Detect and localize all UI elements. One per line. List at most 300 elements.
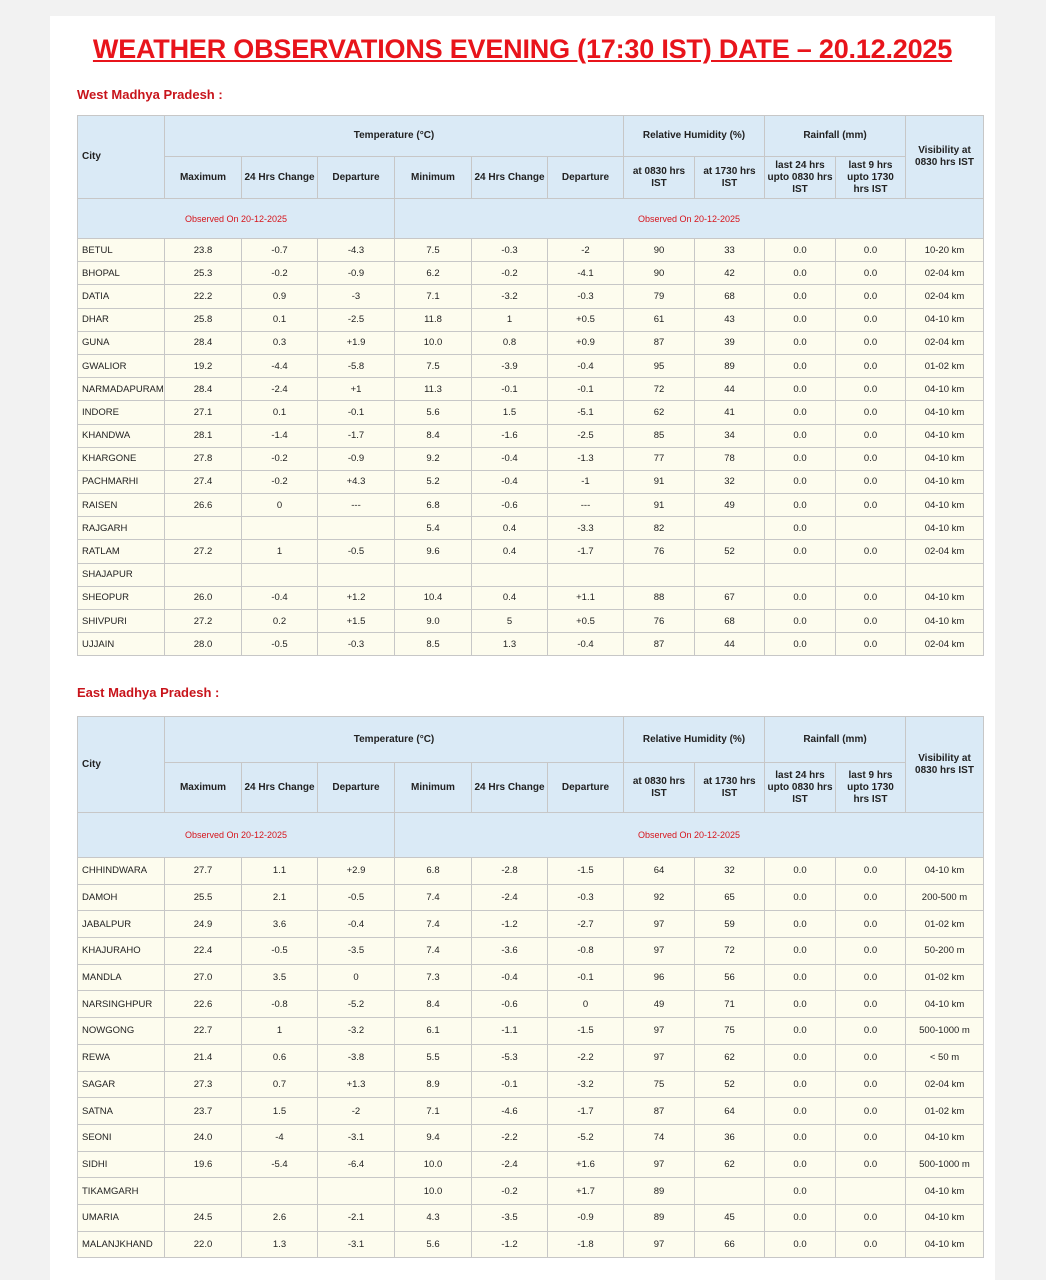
max-temp-cell: 27.1 [165, 401, 242, 424]
max-temp-cell: 28.0 [165, 633, 242, 656]
observed-date-note: Observed On 20-12-2025 [78, 813, 395, 858]
visibility-cell: 02-04 km [906, 262, 984, 285]
max-change-cell: -4.4 [242, 354, 318, 377]
min-departure-cell: -0.4 [548, 354, 624, 377]
rh-0830-cell: 82 [624, 517, 695, 540]
rain-9h-cell: 0.0 [836, 858, 906, 885]
min-change-cell: -2.4 [472, 884, 548, 911]
min-departure-cell: -4.1 [548, 262, 624, 285]
min-departure-cell: +0.5 [548, 308, 624, 331]
rh-1730-header: at 1730 hrs IST [695, 157, 765, 199]
max-change-cell [242, 563, 318, 586]
min-departure-cell: -1.7 [548, 540, 624, 563]
rh-1730-cell: 71 [695, 991, 765, 1018]
min-temp-cell: 10.0 [395, 1178, 472, 1205]
min-change-cell: 0.4 [472, 540, 548, 563]
rh-0830-cell: 88 [624, 586, 695, 609]
min-change-cell: 0.4 [472, 586, 548, 609]
city-cell: KHANDWA [78, 424, 165, 447]
rain-9h-cell: 0.0 [836, 540, 906, 563]
visibility-cell: 02-04 km [906, 540, 984, 563]
rain-9h-cell: 0.0 [836, 262, 906, 285]
visibility-cell: 10-20 km [906, 239, 984, 262]
rain-9h-cell: 0.0 [836, 470, 906, 493]
max-temp-cell: 22.6 [165, 991, 242, 1018]
min-departure-cell: -0.9 [548, 1204, 624, 1231]
max-change-header: 24 Hrs Change [242, 157, 318, 199]
visibility-cell: 04-10 km [906, 378, 984, 401]
rain-24h-cell: 0.0 [765, 494, 836, 517]
visibility-cell: 04-10 km [906, 586, 984, 609]
rain-24h-cell: 0.0 [765, 1231, 836, 1258]
min-temp-cell: 10.0 [395, 331, 472, 354]
visibility-cell: 04-10 km [906, 858, 984, 885]
max-temp-cell: 28.4 [165, 331, 242, 354]
table-row [78, 884, 984, 911]
max-temp-cell: 27.2 [165, 610, 242, 633]
rain-9h-cell: 0.0 [836, 308, 906, 331]
min-departure-cell: -1.3 [548, 447, 624, 470]
rain-9h-cell: 0.0 [836, 285, 906, 308]
max-change-cell: -0.8 [242, 991, 318, 1018]
rh-1730-cell: 62 [695, 1044, 765, 1071]
min-change-cell: 1 [472, 308, 548, 331]
city-cell: JABALPUR [78, 911, 165, 938]
city-cell: SAGAR [78, 1071, 165, 1098]
rain-9h-cell: 0.0 [836, 1044, 906, 1071]
max-temp-cell: 21.4 [165, 1044, 242, 1071]
rain-24h-cell: 0.0 [765, 964, 836, 991]
min-departure-cell: +1.6 [548, 1151, 624, 1178]
visibility-cell: 02-04 km [906, 285, 984, 308]
min-change-cell: -0.3 [472, 239, 548, 262]
rh-1730-cell: 34 [695, 424, 765, 447]
rain-9h-cell: 0.0 [836, 964, 906, 991]
city-cell: PACHMARHI [78, 470, 165, 493]
max-departure-cell [318, 1178, 395, 1205]
visibility-cell: 01-02 km [906, 1098, 984, 1125]
rain-24h-cell: 0.0 [765, 911, 836, 938]
min-temp-cell: 11.3 [395, 378, 472, 401]
min-temp-cell: 7.1 [395, 1098, 472, 1125]
rainfall-header: Rainfall (mm) [765, 717, 906, 763]
max-temp-cell: 24.9 [165, 911, 242, 938]
max-departure-cell: +1.3 [318, 1071, 395, 1098]
max-departure-header: Departure [318, 157, 395, 199]
table-row [78, 911, 984, 938]
max-change-cell: -4 [242, 1124, 318, 1151]
rain-9h-cell: 0.0 [836, 1098, 906, 1125]
rain-9h-cell: 0.0 [836, 401, 906, 424]
min-departure-header: Departure [548, 157, 624, 199]
table-row [78, 938, 984, 965]
min-change-cell: -0.1 [472, 378, 548, 401]
rh-1730-cell: 64 [695, 1098, 765, 1125]
visibility-header: Visibility at 0830 hrs IST [906, 116, 984, 199]
rh-1730-cell: 45 [695, 1204, 765, 1231]
max-change-cell: 0.7 [242, 1071, 318, 1098]
rain-24h-cell: 0.0 [765, 1204, 836, 1231]
min-change-cell: 0.8 [472, 331, 548, 354]
table-row [78, 1204, 984, 1231]
max-change-cell: -0.7 [242, 239, 318, 262]
city-cell: RAJGARH [78, 517, 165, 540]
rh-0830-cell: 89 [624, 1178, 695, 1205]
rh-1730-cell: 68 [695, 285, 765, 308]
min-departure-cell: -3.2 [548, 1071, 624, 1098]
rh-1730-cell: 44 [695, 633, 765, 656]
table-row [78, 1018, 984, 1045]
min-temp-cell: 5.4 [395, 517, 472, 540]
min-departure-cell: -0.3 [548, 285, 624, 308]
visibility-cell: 04-10 km [906, 1231, 984, 1258]
min-change-cell: -0.4 [472, 470, 548, 493]
min-temp-cell: 7.3 [395, 964, 472, 991]
max-temp-cell: 27.4 [165, 470, 242, 493]
min-change-cell: -0.1 [472, 1071, 548, 1098]
max-temp-cell: 26.6 [165, 494, 242, 517]
rh-0830-cell: 77 [624, 447, 695, 470]
table-row [78, 424, 984, 447]
min-departure-cell: +1.1 [548, 586, 624, 609]
rh-0830-cell: 97 [624, 938, 695, 965]
min-departure-cell [548, 563, 624, 586]
city-cell: UMARIA [78, 1204, 165, 1231]
max-temp-cell: 22.2 [165, 285, 242, 308]
rh-1730-cell: 52 [695, 540, 765, 563]
rh-1730-cell: 78 [695, 447, 765, 470]
rain-9h-cell: 0.0 [836, 331, 906, 354]
rh-0830-cell: 76 [624, 610, 695, 633]
min-departure-cell: -0.8 [548, 938, 624, 965]
min-temp-cell: 7.5 [395, 354, 472, 377]
table-row [78, 633, 984, 656]
min-departure-cell: -0.1 [548, 378, 624, 401]
table-row [78, 540, 984, 563]
max-change-cell: -5.4 [242, 1151, 318, 1178]
max-departure-cell: 0 [318, 964, 395, 991]
rh-1730-cell [695, 563, 765, 586]
table-row [78, 563, 984, 586]
max-change-cell: 0.1 [242, 308, 318, 331]
rain-24h-header: last 24 hrs upto 0830 hrs IST [765, 763, 836, 813]
west-section-title: West Madhya Pradesh : [77, 87, 223, 102]
rh-0830-cell: 75 [624, 1071, 695, 1098]
max-temp-cell: 24.0 [165, 1124, 242, 1151]
rh-0830-cell: 96 [624, 964, 695, 991]
table-row [78, 964, 984, 991]
visibility-cell: 04-10 km [906, 401, 984, 424]
city-cell: KHAJURAHO [78, 938, 165, 965]
rain-24h-cell: 0.0 [765, 938, 836, 965]
max-temp-cell: 27.2 [165, 540, 242, 563]
rain-24h-cell: 0.0 [765, 401, 836, 424]
max-temp-cell [165, 1178, 242, 1205]
max-change-cell: 1.1 [242, 858, 318, 885]
rh-1730-cell: 52 [695, 1071, 765, 1098]
table-row [78, 285, 984, 308]
max-temp-cell: 19.6 [165, 1151, 242, 1178]
visibility-cell: 01-02 km [906, 911, 984, 938]
min-change-cell: -0.2 [472, 1178, 548, 1205]
max-change-cell: 0 [242, 494, 318, 517]
min-departure-cell: -5.1 [548, 401, 624, 424]
rain-24h-cell: 0.0 [765, 285, 836, 308]
max-departure-cell [318, 517, 395, 540]
max-departure-cell: -0.9 [318, 262, 395, 285]
rain-24h-cell: 0.0 [765, 1071, 836, 1098]
max-change-cell: 1.5 [242, 1098, 318, 1125]
west-weather-table [77, 115, 984, 656]
temperature-header: Temperature (°C) [165, 116, 624, 157]
max-departure-cell: -3 [318, 285, 395, 308]
rh-1730-cell: 36 [695, 1124, 765, 1151]
min-temp-cell [395, 563, 472, 586]
max-change-cell: -0.4 [242, 586, 318, 609]
visibility-cell: 04-10 km [906, 470, 984, 493]
min-departure-cell: -2.5 [548, 424, 624, 447]
min-temp-cell: 7.4 [395, 884, 472, 911]
visibility-cell: 04-10 km [906, 1204, 984, 1231]
min-temp-cell: 4.3 [395, 1204, 472, 1231]
rh-1730-cell: 41 [695, 401, 765, 424]
visibility-cell: < 50 m [906, 1044, 984, 1071]
min-departure-cell: --- [548, 494, 624, 517]
max-departure-cell: +2.9 [318, 858, 395, 885]
page-title: WEATHER OBSERVATIONS EVENING (17:30 IST) DATE – 20.12.2025 [92, 34, 953, 64]
max-temp-cell: 22.7 [165, 1018, 242, 1045]
min-change-header: 24 Hrs Change [472, 763, 548, 813]
visibility-cell: 01-02 km [906, 354, 984, 377]
min-change-cell: -0.2 [472, 262, 548, 285]
rh-1730-cell: 43 [695, 308, 765, 331]
rh-1730-cell: 56 [695, 964, 765, 991]
min-change-cell: -1.2 [472, 911, 548, 938]
max-temp-cell: 28.1 [165, 424, 242, 447]
minimum-header: Minimum [395, 157, 472, 199]
rh-0830-cell: 91 [624, 470, 695, 493]
rh-1730-cell: 32 [695, 470, 765, 493]
table-row [78, 991, 984, 1018]
max-temp-cell: 28.4 [165, 378, 242, 401]
visibility-cell: 04-10 km [906, 1124, 984, 1151]
table-row [78, 1231, 984, 1258]
rh-1730-cell: 89 [695, 354, 765, 377]
min-change-cell: -2.4 [472, 1151, 548, 1178]
max-change-cell: 3.6 [242, 911, 318, 938]
table-row [78, 1071, 984, 1098]
min-departure-cell: +0.9 [548, 331, 624, 354]
rain-24h-cell: 0.0 [765, 447, 836, 470]
max-temp-cell: 19.2 [165, 354, 242, 377]
city-cell: DATIA [78, 285, 165, 308]
min-temp-cell: 5.6 [395, 401, 472, 424]
visibility-cell: 500-1000 m [906, 1151, 984, 1178]
rh-0830-cell: 72 [624, 378, 695, 401]
visibility-cell: 04-10 km [906, 517, 984, 540]
max-departure-cell: -5.2 [318, 991, 395, 1018]
min-departure-cell: -2.2 [548, 1044, 624, 1071]
east-section-title: East Madhya Pradesh : [77, 685, 220, 700]
min-change-cell: -0.4 [472, 447, 548, 470]
min-temp-cell: 11.8 [395, 308, 472, 331]
rain-24h-cell: 0.0 [765, 239, 836, 262]
observed-date-note: Observed On 20-12-2025 [395, 813, 984, 858]
min-change-cell: -0.6 [472, 494, 548, 517]
max-departure-cell: --- [318, 494, 395, 517]
min-change-cell: -2.2 [472, 1124, 548, 1151]
min-departure-cell: -2 [548, 239, 624, 262]
max-departure-cell: -0.9 [318, 447, 395, 470]
rain-9h-cell [836, 1178, 906, 1205]
rain-24h-cell: 0.0 [765, 331, 836, 354]
rh-0830-header: at 0830 hrs IST [624, 157, 695, 199]
max-change-cell: 2.6 [242, 1204, 318, 1231]
max-departure-cell: -3.2 [318, 1018, 395, 1045]
min-temp-cell: 6.1 [395, 1018, 472, 1045]
table-row [78, 470, 984, 493]
rh-1730-cell: 65 [695, 884, 765, 911]
min-temp-cell: 5.2 [395, 470, 472, 493]
rh-1730-cell: 68 [695, 610, 765, 633]
max-temp-cell: 23.8 [165, 239, 242, 262]
rh-0830-cell: 79 [624, 285, 695, 308]
min-departure-cell: -1 [548, 470, 624, 493]
rain-24h-cell: 0.0 [765, 517, 836, 540]
table-row [78, 1151, 984, 1178]
rain-9h-cell: 0.0 [836, 1204, 906, 1231]
max-departure-cell: -2 [318, 1098, 395, 1125]
rh-0830-cell: 97 [624, 911, 695, 938]
min-change-cell: -2.8 [472, 858, 548, 885]
max-departure-cell: -3.1 [318, 1231, 395, 1258]
table-row [78, 858, 984, 885]
min-change-cell: 5 [472, 610, 548, 633]
rh-1730-cell: 59 [695, 911, 765, 938]
min-departure-cell: -3.3 [548, 517, 624, 540]
city-cell: TIKAMGARH [78, 1178, 165, 1205]
rain-24h-cell: 0.0 [765, 540, 836, 563]
max-change-cell: 0.1 [242, 401, 318, 424]
min-temp-cell: 9.0 [395, 610, 472, 633]
table-row [78, 1178, 984, 1205]
min-temp-cell: 7.1 [395, 285, 472, 308]
rh-0830-cell: 89 [624, 1204, 695, 1231]
visibility-cell: 02-04 km [906, 331, 984, 354]
min-change-cell: 0.4 [472, 517, 548, 540]
min-change-cell: -1.2 [472, 1231, 548, 1258]
min-temp-cell: 5.6 [395, 1231, 472, 1258]
table-row [78, 239, 984, 262]
table-row [78, 401, 984, 424]
visibility-cell: 02-04 km [906, 633, 984, 656]
rain-9h-cell: 0.0 [836, 494, 906, 517]
rh-0830-cell: 76 [624, 540, 695, 563]
max-departure-cell: +1.2 [318, 586, 395, 609]
visibility-cell: 500-1000 m [906, 1018, 984, 1045]
rain-24h-cell: 0.0 [765, 586, 836, 609]
visibility-cell: 04-10 km [906, 308, 984, 331]
rh-0830-cell: 74 [624, 1124, 695, 1151]
min-temp-cell: 7.5 [395, 239, 472, 262]
city-cell: SHIVPURI [78, 610, 165, 633]
max-departure-cell: -3.5 [318, 938, 395, 965]
max-change-cell: 3.5 [242, 964, 318, 991]
visibility-cell: 02-04 km [906, 1071, 984, 1098]
max-change-header: 24 Hrs Change [242, 763, 318, 813]
max-change-cell [242, 517, 318, 540]
min-departure-cell: -1.5 [548, 858, 624, 885]
min-departure-cell: -2.7 [548, 911, 624, 938]
visibility-cell: 04-10 km [906, 424, 984, 447]
rh-1730-cell: 33 [695, 239, 765, 262]
rh-0830-cell: 87 [624, 633, 695, 656]
city-cell: REWA [78, 1044, 165, 1071]
min-temp-cell: 8.4 [395, 991, 472, 1018]
rain-24h-cell: 0.0 [765, 1018, 836, 1045]
table-row [78, 447, 984, 470]
rh-1730-cell [695, 517, 765, 540]
min-temp-cell: 5.5 [395, 1044, 472, 1071]
rain-9h-cell: 0.0 [836, 610, 906, 633]
min-change-cell: -1.6 [472, 424, 548, 447]
max-temp-cell: 27.3 [165, 1071, 242, 1098]
rh-0830-cell: 95 [624, 354, 695, 377]
max-temp-cell [165, 517, 242, 540]
maximum-header: Maximum [165, 763, 242, 813]
max-temp-cell: 24.5 [165, 1204, 242, 1231]
rain-24h-cell: 0.0 [765, 884, 836, 911]
rain-9h-cell: 0.0 [836, 938, 906, 965]
visibility-cell: 04-10 km [906, 1178, 984, 1205]
city-cell: SATNA [78, 1098, 165, 1125]
rh-0830-cell: 49 [624, 991, 695, 1018]
min-departure-cell: +1.7 [548, 1178, 624, 1205]
rain-9h-cell: 0.0 [836, 1231, 906, 1258]
rain-24h-cell: 0.0 [765, 610, 836, 633]
rh-1730-cell: 62 [695, 1151, 765, 1178]
visibility-cell: 200-500 m [906, 884, 984, 911]
table-row [78, 494, 984, 517]
observed-date-note: Observed On 20-12-2025 [78, 199, 395, 239]
city-cell: CHHINDWARA [78, 858, 165, 885]
min-temp-cell: 8.9 [395, 1071, 472, 1098]
rh-0830-cell: 90 [624, 262, 695, 285]
city-cell: KHARGONE [78, 447, 165, 470]
rh-1730-cell: 32 [695, 858, 765, 885]
table-row [78, 517, 984, 540]
rain-24h-cell: 0.0 [765, 991, 836, 1018]
humidity-header: Relative Humidity (%) [624, 717, 765, 763]
rain-24h-cell: 0.0 [765, 858, 836, 885]
rain-9h-cell: 0.0 [836, 911, 906, 938]
max-departure-cell: -4.3 [318, 239, 395, 262]
city-cell: NARSINGHPUR [78, 991, 165, 1018]
observed-date-note: Observed On 20-12-2025 [395, 199, 984, 239]
humidity-header: Relative Humidity (%) [624, 116, 765, 157]
max-change-cell: 1.3 [242, 1231, 318, 1258]
city-cell: GUNA [78, 331, 165, 354]
rain-9h-cell [836, 517, 906, 540]
max-change-cell: -2.4 [242, 378, 318, 401]
visibility-cell: 04-10 km [906, 991, 984, 1018]
min-change-cell: -0.4 [472, 964, 548, 991]
rain-9h-cell: 0.0 [836, 1018, 906, 1045]
rain-24h-cell: 0.0 [765, 354, 836, 377]
rh-1730-cell: 42 [695, 262, 765, 285]
max-change-cell: -0.2 [242, 470, 318, 493]
rain-9h-cell: 0.0 [836, 239, 906, 262]
